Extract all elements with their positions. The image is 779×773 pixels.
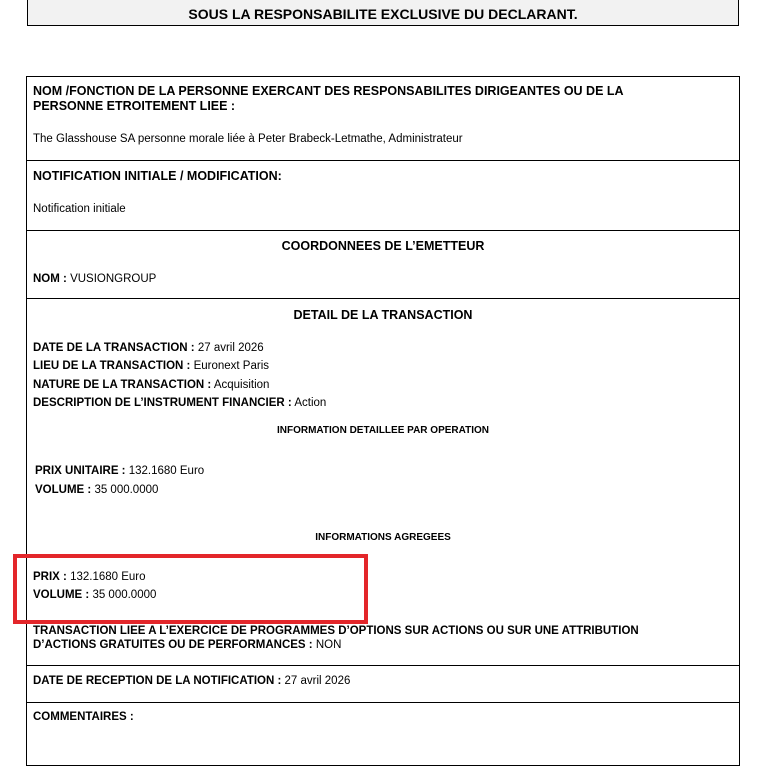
section-notification <box>27 160 739 231</box>
transaction-date-label: DATE DE LA TRANSACTION : <box>33 342 195 354</box>
issuer-name-row <box>33 273 156 285</box>
section-reception <box>27 665 739 703</box>
options-line2 <box>33 639 341 651</box>
instrument-label: DESCRIPTION DE L’INSTRUMENT FINANCIER : <box>33 397 292 409</box>
comments-label: COMMENTAIRES : <box>33 711 134 723</box>
aggregated-heading: INFORMATIONS AGREGEES <box>315 532 451 543</box>
transaction-place-value: Euronext Paris <box>193 360 270 372</box>
transaction-date-value: 27 avril 2026 <box>197 342 264 354</box>
volume-value: 35 000.0000 <box>94 484 159 496</box>
issuer-name-value: VUSIONGROUP <box>70 273 157 285</box>
section-issuer <box>27 230 739 299</box>
issuer-heading: COORDONNEES DE L’EMETTEUR <box>281 239 485 253</box>
person-heading-line1: NOM /FONCTION DE LA PERSONNE EXERCANT DES RESPONSABILITES DIRIGEANTES OU DE LA <box>33 84 624 98</box>
highlight-box <box>13 554 368 624</box>
transaction-nature-label: NATURE DE LA TRANSACTION : <box>33 379 212 391</box>
instrument-row <box>33 397 326 409</box>
detail-per-operation-heading: INFORMATION DETAILLEE PAR OPERATION <box>276 425 490 436</box>
options-value: NON <box>315 639 342 651</box>
aggregated-volume-value: 35 000.0000 <box>92 589 157 601</box>
reception-row <box>33 675 350 687</box>
transaction-nature-value: Acquisition <box>213 379 270 391</box>
volume-label: VOLUME : <box>35 484 92 496</box>
declaration-form <box>26 76 740 766</box>
person-heading-line2: PERSONNE ETROITEMENT LIEE : <box>33 99 236 113</box>
notification-heading: NOTIFICATION INITIALE / MODIFICATION: <box>33 169 282 183</box>
volume-row <box>35 484 158 496</box>
aggregated-price-value: 132.1680 Euro <box>70 571 146 583</box>
options-line1: TRANSACTION LIEE A L’EXERCICE DE PROGRAMMES D’OPTIONS SUR ACTIONS OU SUR UNE ATTRIBUTION <box>33 625 639 637</box>
instrument-value: Action <box>294 397 327 409</box>
unit-price-value: 132.1680 Euro <box>128 465 205 477</box>
declarant-responsibility-banner <box>27 0 739 26</box>
unit-price-row <box>35 465 204 477</box>
reception-label: DATE DE RECEPTION DE LA NOTIFICATION : <box>33 675 282 687</box>
transaction-place-label: LIEU DE LA TRANSACTION : <box>33 360 191 372</box>
section-comments <box>27 702 739 773</box>
banner-text: SOUS LA RESPONSABILITE EXCLUSIVE DU DECLARANT. <box>188 6 578 22</box>
reception-value: 27 avril 2026 <box>284 675 351 687</box>
unit-price-label: PRIX UNITAIRE : <box>35 465 126 477</box>
transaction-nature-row <box>33 379 269 391</box>
transaction-date-row <box>33 342 264 354</box>
transaction-place-row <box>33 360 269 372</box>
aggregated-volume-label: VOLUME : <box>33 589 90 601</box>
aggregated-price-label: PRIX : <box>33 571 67 583</box>
transaction-heading: DETAIL DE LA TRANSACTION <box>293 308 473 322</box>
issuer-name-label: NOM : <box>33 273 67 285</box>
person-value: The Glasshouse SA personne morale liée à Peter Brabeck-Letmathe, Administrateur <box>33 133 463 145</box>
notification-value: Notification initiale <box>33 203 126 215</box>
options-line2-label: D’ACTIONS GRATUITES OU DE PERFORMANCES : <box>33 639 313 651</box>
